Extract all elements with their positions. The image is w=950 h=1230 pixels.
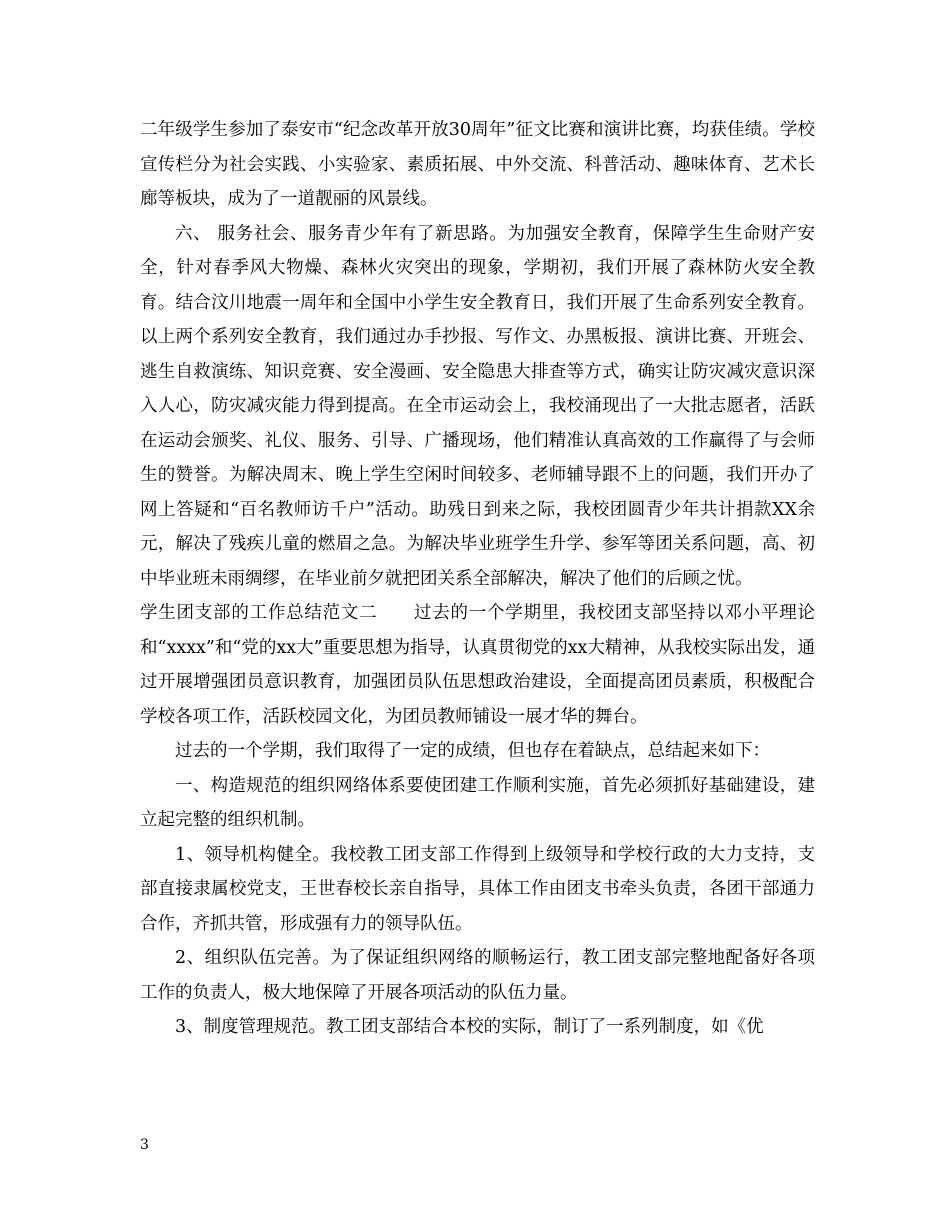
body-text [140, 113, 815, 1045]
paragraph-1: 二年级学生参加了泰安市“纪念改革开放30周年”征文比赛和演讲比赛，均获佳绩。学校宣传栏分为社会实践、小实验家、素质拓展、中外交流、科普活动、趣味体育、艺术长廊等板块，成为了一道靓丽的风景线。 [140, 120, 815, 209]
paragraph-3-summary-two: 学生团支部的工作总结范文二 过去的一个学期里，我校团支部坚持以邓小平理论和“xxxx”和“党的xx大”重要思想为指导，认真贯彻党的xx大精神，从我校实际出发，通过开展增强团员意识教育，加强团员队伍思想政治建设，全面提高团员素质，积极配合学校各项工作，活跃校园文化，为团员教师铺设一展才华的舞台。 [140, 603, 815, 727]
paragraph-2-section-six: 六、 服务社会、服务青少年有了新思路。为加强安全教育，保障学生生命财产安全，针对春季风大物燥、森林火灾突出的现象，学期初，我们开展了森林防火安全教育。结合汶川地震一周年和全国中小学生安全教育日，我们开展了生命系列安全教育。以上两个系列安全教育，我们通过办手抄报、写作文、办黑板报、演讲比赛、开班会、逃生自救演练、知识竞赛、安全漫画、安全隐患大排查等方式，确实让防灾减灾意识深入人心，防灾减灾能力得到提高。在全市运动会上，我校涌现出了一大批志愿者，活跃在运动会颁奖、礼仪、服务、引导、广播现场，他们精准认真高效的工作赢得了与会师生的赞誉。为解决周末、晚上学生空闲时间较多、老师辅导跟不上的问题，我们开办了网上答疑和“百名教师访千户”活动。助残日到来之际，我校团圆青少年共计捐款XX余元，解决了残疾儿童的燃眉之急。为解决毕业班学生升学、参军等团关系问题，高、初中毕业班未雨绸缪，在毕业前夕就把团关系全部解决，解决了他们的后顾之忧。 [140, 223, 815, 589]
paragraph-7-item-2: 2、组织队伍完善。为了保证组织网络的顺畅运行，教工团支部完整地配备好各项工作的负责人，极大地保障了开展各项活动的队伍力量。 [140, 948, 815, 1003]
paragraph-8-item-3: 3、制度管理规范。教工团支部结合本校的实际，制订了一系列制度，如《优 [175, 1017, 764, 1037]
paragraph-5-section-one: 一、构造规范的组织网络体系要使团建工作顺利实施，首先必须抓好基础建设，建立起完整的组织机制。 [140, 775, 815, 830]
paragraph-4: 过去的一个学期，我们取得了一定的成绩，但也存在着缺点，总结起来如下： [175, 741, 770, 761]
paragraph-6-item-1: 1、领导机构健全。我校教工团支部工作得到上级领导和学校行政的大力支持，支部直接隶属校党支，王世春校长亲自指导，具体工作由团支书牵头负责，各团干部通力合作，齐抓共管，形成强有力的领导队伍。 [140, 844, 815, 934]
page-number: 3 [140, 1137, 149, 1153]
